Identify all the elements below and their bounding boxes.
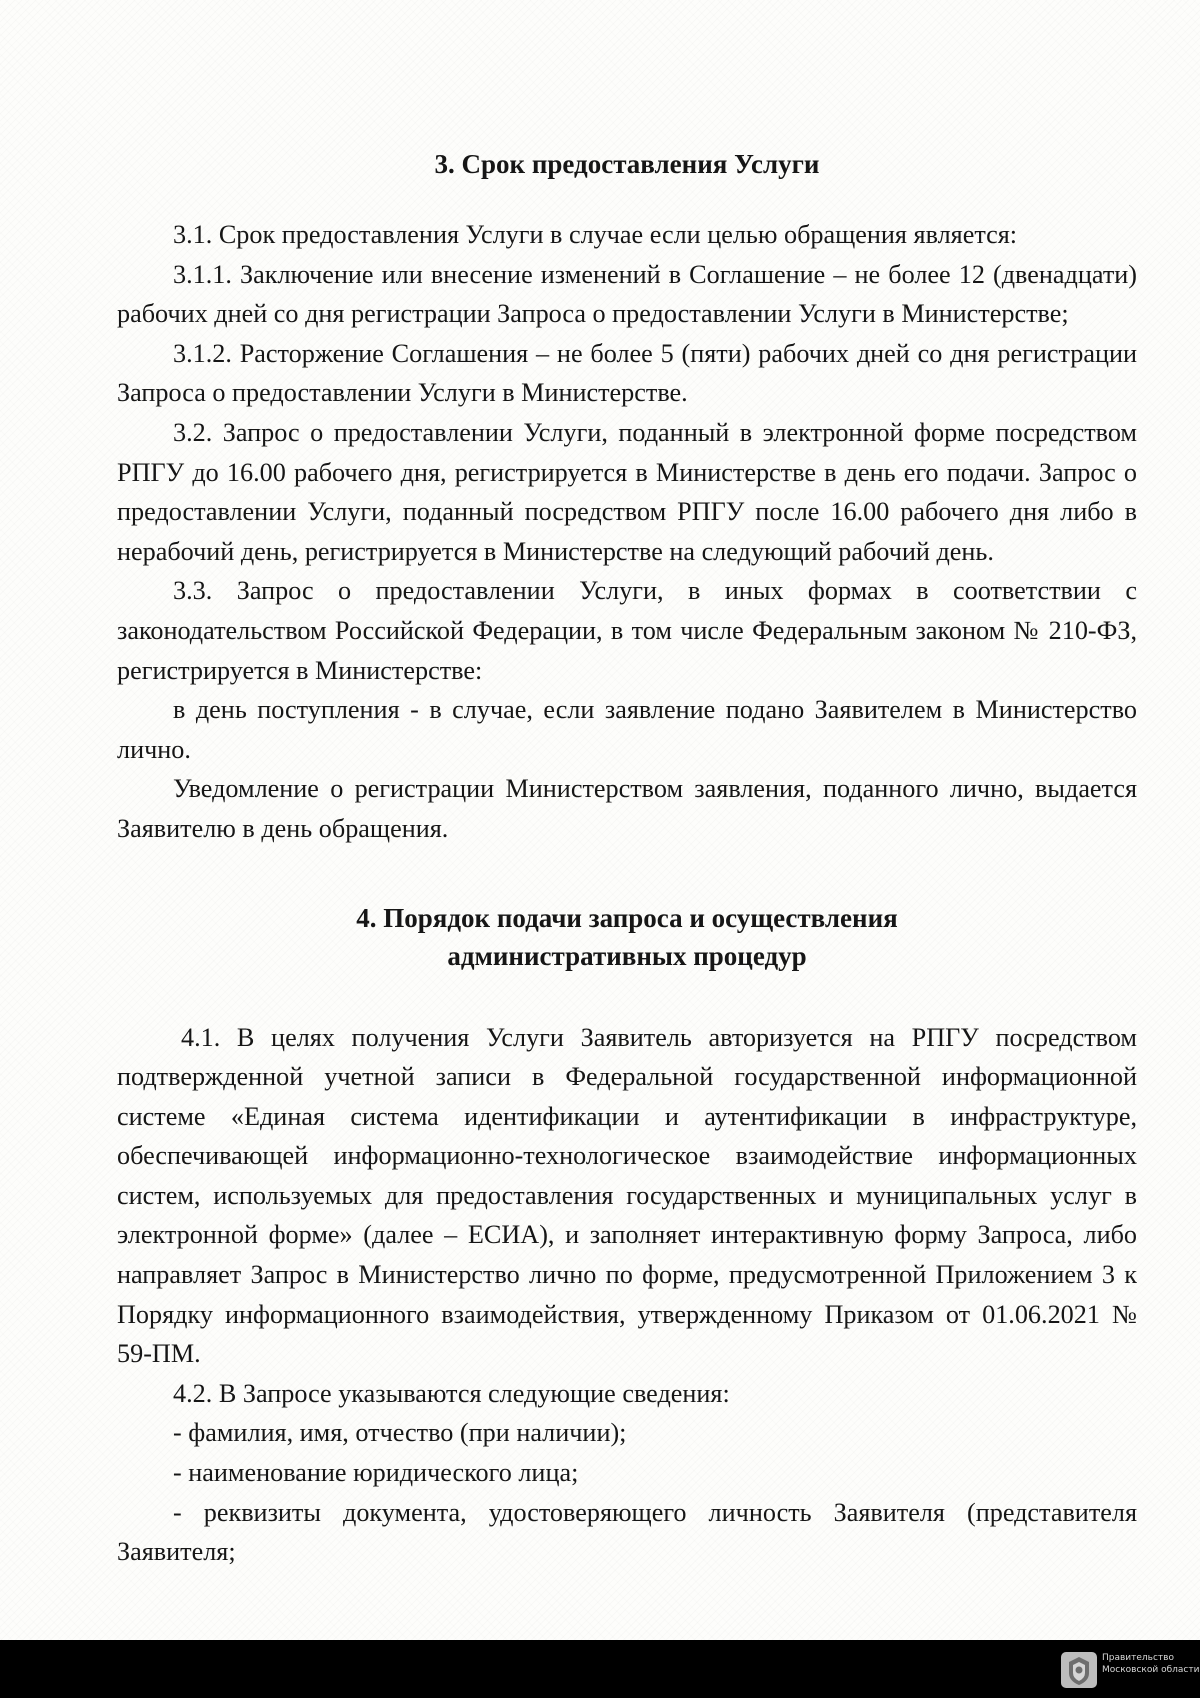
scan-footer-bar: [0, 1640, 1200, 1698]
list-item-identity-document: - реквизиты документа, удостоверяющего личность Заявителя (представителя Заявителя;: [117, 1497, 1137, 1567]
government-caption-line-1: Правительство: [1102, 1653, 1174, 1663]
paragraph-3-3: 3.3. Запрос о предоставлении Услуги, в иных формах в соответствии с законодательством Российской Федерации, в том числе Федеральным законом № 210-ФЗ, регистрируется в Министерстве:: [117, 576, 1137, 685]
paragraph-3-3-notification: Уведомление о регистрации Министерством заявления, поданного лично, выдается Заявителю в день обращения.: [117, 774, 1137, 843]
section-3-title: 3. Срок предоставления Услуги: [434, 149, 820, 179]
section-4-title-line-2: административных процедур: [447, 940, 807, 971]
paragraph-4-2: 4.2. В Запросе указываются следующие сведения:: [173, 1378, 730, 1408]
paragraph-3-2: 3.2. Запрос о предоставлении Услуги, поданный в электронной форме посредством РПГУ до 16.00 рабочего дня, регистрируется в Министерстве в день его подачи. Запрос о предоставлении Услуги, поданный посредством РПГУ после 16.00 рабочего дня либо в нерабочий день, регистрируется в Министерстве на следующий рабочий день.: [117, 417, 1137, 566]
government-caption: [1102, 1652, 1200, 1676]
paragraph-4-1: 4.1. В целях получения Услуги Заявитель авторизуется на РПГУ посредством подтвержденной учетной записи в Федеральной государственной информационной системе «Единая система идентификации и аутентификации в инфраструктуре, обеспечивающей информационно-технологическое взаимодействие информационных систем, используемых для предоставления государственных и муниципальных услуг в электронной форме» (далее – ЕСИА), и заполняет интерактивную форму Запроса, либо направляет Запрос в Министерство лично по форме, предусмотренной Приложением 3 к Порядку информационного взаимодействия, утвержденному Приказом от 01.06.2021 № 59-ПМ.: [117, 1022, 1137, 1369]
list-item-legal-entity: - наименование юридического лица;: [173, 1458, 579, 1488]
government-caption-line-2: Московской области: [1102, 1665, 1200, 1675]
section-4-title: [117, 899, 1137, 975]
paragraph-3-1: 3.1. Срок предоставления Услуги в случае если целью обращения является:: [173, 220, 1018, 249]
moscow-region-emblem-icon: [1058, 1649, 1100, 1691]
paragraph-3-1-1: 3.1.1. Заключение или внесение изменений в Соглашение – не более 12 (двенадцати) рабочих дней со дня регистрации Запроса о предоставлении Услуги в Министерстве;: [117, 259, 1137, 329]
list-item-full-name: - фамилия, имя, отчество (при наличии);: [173, 1418, 627, 1448]
paragraph-3-3-in-person: в день поступления - в случае, если заявление подано Заявителем в Министерство лично.: [117, 695, 1137, 764]
document-body: [117, 145, 1137, 1572]
section-4-title-line-1: 4. Порядок подачи запроса и осуществления: [356, 902, 898, 933]
paragraph-3-1-2: 3.1.2. Расторжение Соглашения – не более 5 (пяти) рабочих дней со дня регистрации Запроса о предоставлении Услуги в Министерстве.: [117, 338, 1137, 408]
